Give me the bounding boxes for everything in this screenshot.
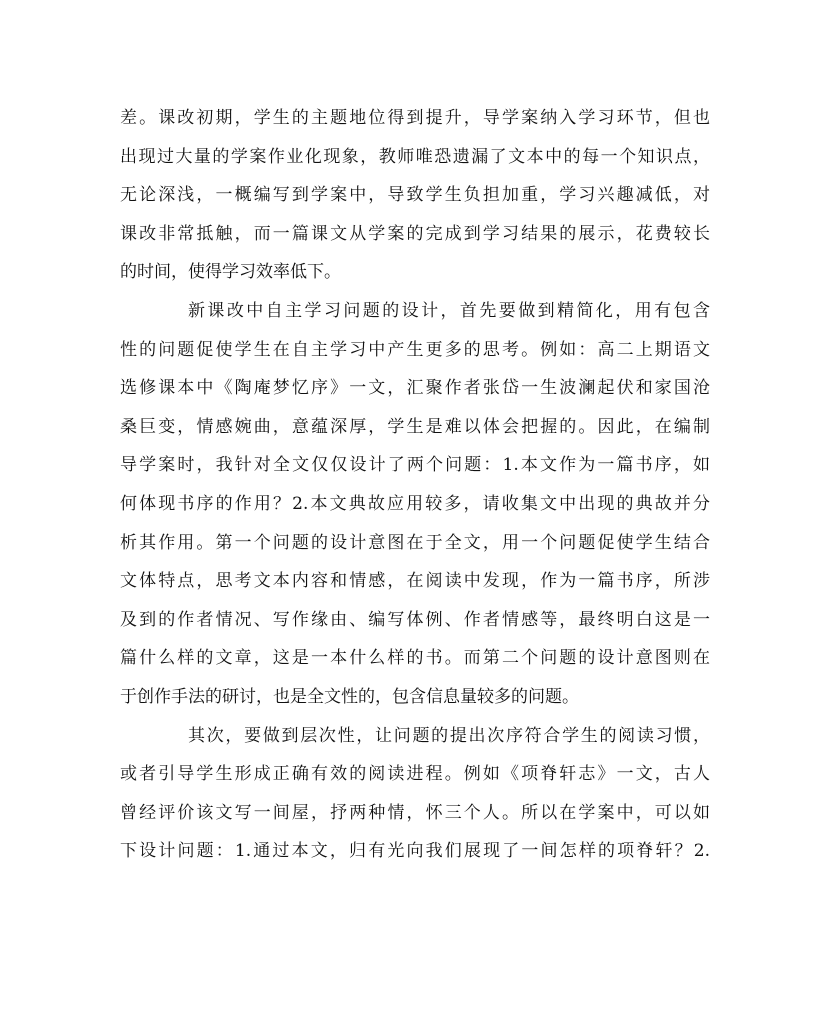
text-line: 差。课改初期，学生的主题地位得到提升，导学案纳入学习环节，但也: [120, 108, 710, 128]
text-line: 篇什么样的文章，这是一本什么样的书。而第二个问题的设计意图则在: [120, 648, 710, 669]
text-line: 出现过大量的学案作业化现象，教师唯恐遗漏了文本中的每一个知识点，: [120, 146, 710, 167]
text-line: 于创作手法的研讨，也是全文性的，包含信息量较多的问题。: [120, 686, 579, 707]
text-line: 无论深浅，一概编写到学案中，导致学生负担加重，学习兴趣减低，对: [120, 185, 710, 206]
text-line: 曾经评价该文写一间屋，抒两种情，怀三个人。所以在学案中，可以如: [120, 802, 710, 823]
text-line: 文体特点，思考文本内容和情感，在阅读中发现，作为一篇书序，所涉: [120, 571, 710, 592]
body-text: [120, 103, 710, 875]
text-line: 或者引导学生形成正确有效的阅读进程。例如《项脊轩志》一文，古人: [120, 764, 710, 785]
text-line: 性的问题促使学生在自主学习中产生更多的思考。例如：高二上期语文: [120, 339, 710, 360]
text-line: 下设计问题：1.通过本文，归有光向我们展现了一间怎样的项脊轩？2.: [120, 841, 710, 862]
text-line: 新课改中自主学习问题的设计，首先要做到精简化，用有包含: [188, 300, 710, 321]
text-line: 桑巨变，情感婉曲，意蕴深厚，学生是难以体会把握的。因此，在编制: [120, 416, 710, 437]
text-line: 导学案时，我针对全文仅仅设计了两个问题：1.本文作为一篇书序，如: [120, 455, 710, 476]
text-line: 课改非常抵触，而一篇课文从学案的完成到学习结果的展示，花费较长: [120, 223, 710, 244]
text-line: 析其作用。第一个问题的设计意图在于全文，用一个问题促使学生结合: [120, 532, 710, 553]
text-line: 其次，要做到层次性，让问题的提出次序符合学生的阅读习惯，: [188, 725, 710, 746]
text-line: 选修课本中《陶庵梦忆序》一文，汇聚作者张岱一生波澜起伏和家国沧: [120, 378, 710, 399]
text-line: 何体现书序的作用？2.本文典故应用较多，请收集文中出现的典故并分: [120, 493, 710, 514]
text-line: 及到的作者情况、写作缘由、编写体例、作者情感等，最终明白这是一: [120, 609, 710, 630]
text-line: 的时间，使得学习效率低下。: [120, 262, 341, 283]
